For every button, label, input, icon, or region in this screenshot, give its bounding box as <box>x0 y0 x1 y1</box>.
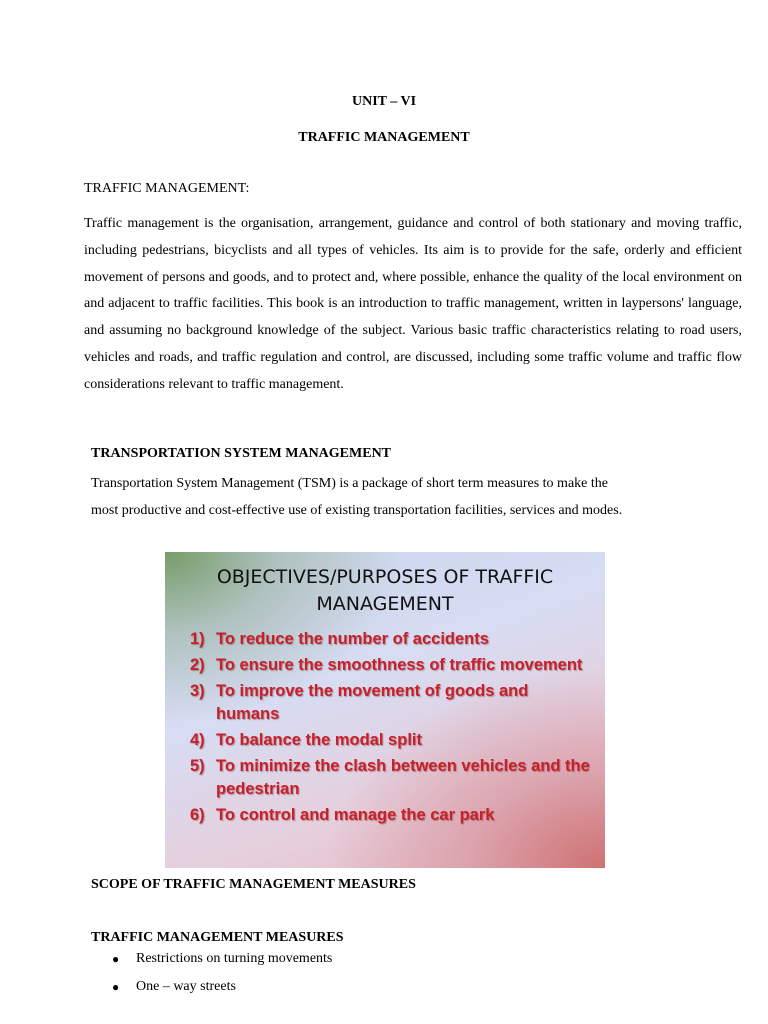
objective-item <box>190 680 595 726</box>
list-item <box>112 950 332 978</box>
objective-text: To balance the modal split <box>216 731 422 749</box>
objectives-list <box>190 628 595 830</box>
slide-title-line-2: MANAGEMENT <box>316 593 454 615</box>
objective-text: To ensure the smoothness of traffic movement <box>216 656 583 674</box>
objective-item <box>190 729 595 752</box>
tsm-line-1: Transportation System Management (TSM) is a package of short term measures to make the <box>91 476 608 491</box>
tsm-heading: TRANSPORTATION SYSTEM MANAGEMENT <box>91 446 392 461</box>
scope-heading: SCOPE OF TRAFFIC MANAGEMENT MEASURES <box>91 877 416 892</box>
objective-item <box>190 804 595 827</box>
objective-number: 5) <box>190 757 205 775</box>
objective-number: 6) <box>190 806 205 824</box>
unit-title: UNIT – VI <box>351 94 417 109</box>
objective-item <box>190 654 595 677</box>
objective-text: To control and manage the car park <box>216 806 495 824</box>
objective-number: 4) <box>190 731 205 749</box>
objective-item <box>190 628 595 651</box>
objective-text: To improve the movement of goods and humans <box>216 682 529 723</box>
intro-paragraph: Traffic management is the organisation, arrangement, guidance and control of both stationary and moving traffic, including pedestrians, bicyclists and all types of vehicles. Its aim is to provide for the safe, orderly and efficient movement of persons and goods, and to protect and, where possible, enhance the quality of the local environment on and adjacent to traffic facilities. This book is an introduction to traffic management, written in laypersons' language, and assuming no background knowledge of the subject. Various basic traffic characteristics relating to road users, vehicles and roads, and traffic regulation and control, are discussed, including some traffic volume and traffic flow considerations relevant to traffic management. <box>84 216 742 392</box>
objective-number: 3) <box>190 682 205 700</box>
objective-text: To minimize the clash between vehicles and the pedestrian <box>216 757 590 798</box>
measures-heading: TRAFFIC MANAGEMENT MEASURES <box>91 930 344 945</box>
objectives-slide-image <box>165 552 605 868</box>
objective-item <box>190 755 595 801</box>
list-item-text: One – way streets <box>136 979 236 994</box>
intro-label: TRAFFIC MANAGEMENT: <box>84 181 250 196</box>
document-title: TRAFFIC MANAGEMENT <box>298 130 470 145</box>
objective-number: 2) <box>190 656 205 674</box>
tsm-paragraph <box>91 470 691 524</box>
tsm-line-2: most productive and cost-effective use of existing transportation facilities, services and modes. <box>91 503 623 518</box>
measures-list <box>112 950 332 1006</box>
list-item-text: Restrictions on turning movements <box>136 951 333 966</box>
bullet-icon: ● <box>112 952 120 966</box>
bullet-icon: ● <box>112 980 120 994</box>
objective-number: 1) <box>190 630 205 648</box>
slide-title-line-1: OBJECTIVES/PURPOSES OF TRAFFIC <box>216 566 554 588</box>
slide-title <box>165 564 605 618</box>
objective-text: To reduce the number of accidents <box>216 630 489 648</box>
list-item <box>112 978 332 1006</box>
